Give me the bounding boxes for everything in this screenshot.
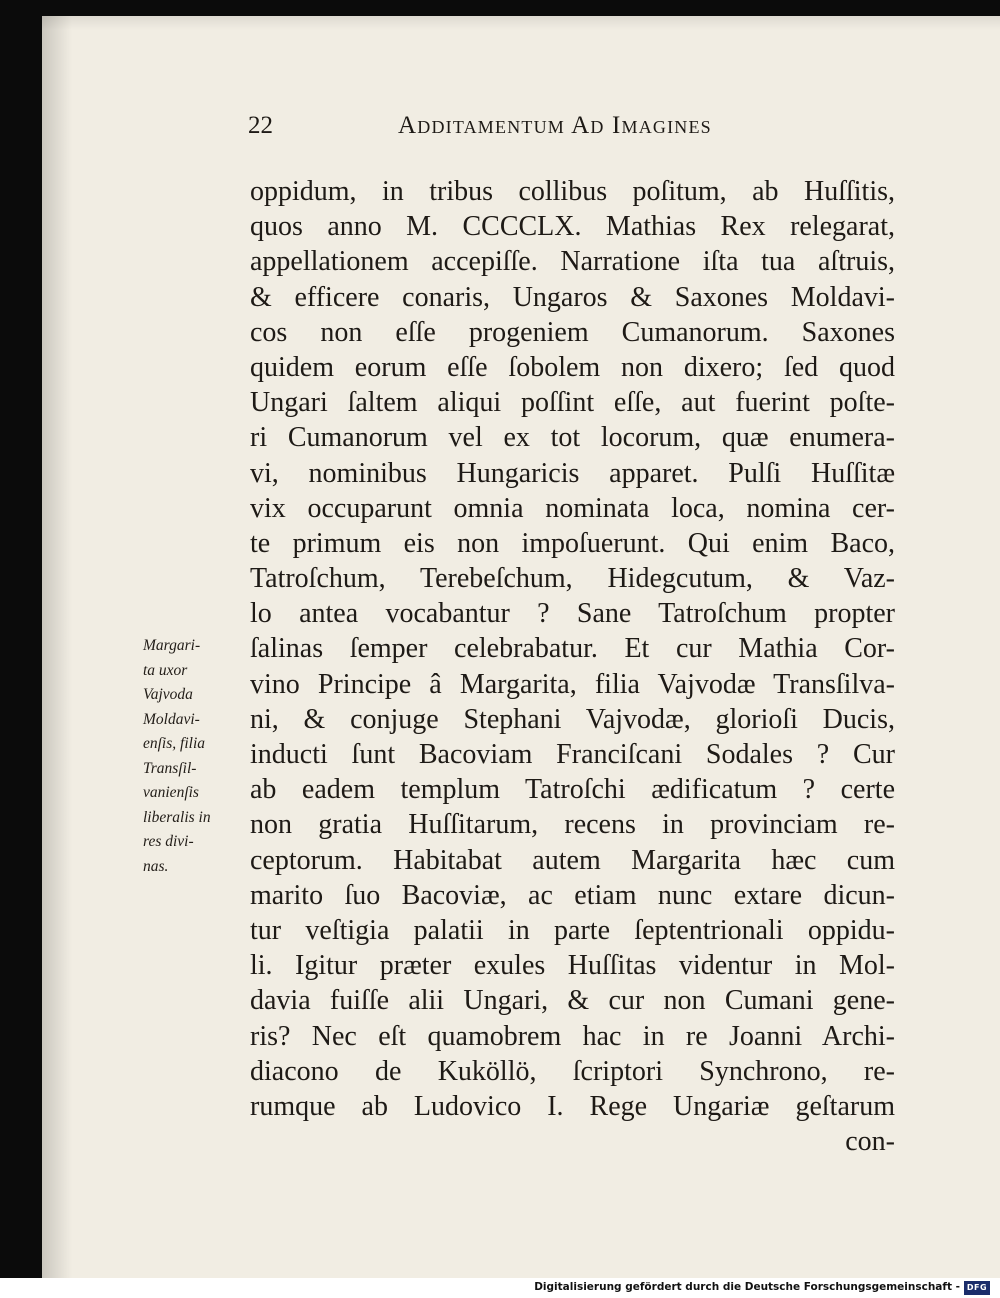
catchword: con- bbox=[845, 1126, 895, 1158]
text-line: Ungari ſaltem aliqui poſſint eſſe, aut fuerint poſte- bbox=[250, 387, 895, 419]
marginal-note-line: res divi- bbox=[143, 833, 194, 850]
text-line: marito ſuo Bacoviæ, ac etiam nunc extare dicun- bbox=[250, 879, 895, 911]
text-line: vi, nominibus Hungaricis apparet. Pulſi Huſſitæ bbox=[250, 457, 895, 489]
page-header bbox=[42, 112, 1000, 146]
text-line: ri Cumanorum vel ex tot locorum, quæ enumera- bbox=[250, 422, 895, 454]
digitization-footer bbox=[0, 1278, 1000, 1298]
page-top-shadow bbox=[42, 16, 1000, 30]
marginal-note-line: nas. bbox=[143, 857, 169, 875]
text-line: ceptorum. Habitabat autem Margarita hæc cum bbox=[250, 844, 895, 876]
text-line: tur veſtigia palatii in parte ſeptentrionali oppidu- bbox=[250, 914, 895, 946]
marginal-note-line: Vajvoda bbox=[143, 686, 193, 703]
text-line: Tatroſchum, Terebeſchum, Hidegcutum, & Vaz- bbox=[250, 563, 895, 595]
page-gutter-shadow bbox=[42, 16, 72, 1278]
text-line: ab eadem templum Tatroſchi ædificatum ? certe bbox=[250, 774, 895, 806]
text-line: quos anno M. CCCCLX. Mathias Rex relegarat, bbox=[250, 211, 895, 243]
marginal-note bbox=[143, 634, 249, 879]
text-line: rumque ab Ludovico I. Rege Ungariæ geſtarum bbox=[250, 1090, 895, 1122]
body-text bbox=[250, 174, 895, 1159]
marginal-note-line: liberalis in bbox=[143, 808, 211, 826]
marginal-note-line: Moldavi- bbox=[143, 710, 200, 728]
text-line: vix occuparunt omnia nominata loca, nomina cer- bbox=[250, 492, 895, 524]
text-line: te primum eis non impoſuerunt. Qui enim Baco, bbox=[250, 527, 895, 559]
text-line: vino Principe â Margarita, filia Vajvodæ Transſilva- bbox=[250, 668, 895, 700]
text-line: quidem eorum eſſe ſobolem non dixero; ſed quod bbox=[250, 351, 895, 383]
running-title: Additamentum Ad Imagines bbox=[398, 112, 712, 139]
text-line: ſalinas ſemper celebrabatur. Et cur Mathia Cor- bbox=[250, 633, 895, 665]
text-line: oppidum, in tribus collibus poſitum, ab Huſſitis, bbox=[250, 176, 895, 207]
dfg-logo-icon: DFG bbox=[964, 1281, 990, 1295]
text-line: ni, & conjuge Stephani Vajvodæ, glorioſi Ducis, bbox=[250, 703, 895, 735]
marginal-note-line: ta uxor bbox=[143, 661, 188, 679]
text-line: li. Igitur præter exules Huſſitas videntur in Mol- bbox=[250, 950, 895, 982]
text-line: davia fuiſſe alii Ungari, & cur non Cumani gene- bbox=[250, 985, 895, 1017]
text-line: non gratia Huſſitarum, recens in provinciam re- bbox=[250, 809, 895, 841]
marginal-note-line: Transſil- bbox=[143, 759, 197, 777]
marginal-note-line: Margari- bbox=[143, 637, 201, 654]
marginal-note-line: enſis, filia bbox=[143, 735, 205, 752]
funding-credit: Digitalisierung gefördert durch die Deutsche Forschungsgemeinschaft - bbox=[534, 1281, 960, 1293]
text-line: diacono de Kuköllö, ſcriptori Synchrono, re- bbox=[250, 1055, 895, 1087]
page-number: 22 bbox=[248, 112, 273, 139]
text-line: & efficere conaris, Ungaros & Saxones Moldavi- bbox=[250, 281, 895, 313]
text-line: lo antea vocabantur ? Sane Tatroſchum propter bbox=[250, 598, 895, 630]
marginal-note-line: vanienſis bbox=[143, 784, 199, 801]
text-line: inducti ſunt Bacoviam Franciſcani Sodales ? Cur bbox=[250, 739, 895, 770]
text-line: ris? Nec eſt quamobrem hac in re Joanni Archi- bbox=[250, 1020, 895, 1052]
book-page bbox=[42, 16, 1000, 1278]
text-line: cos non eſſe progeniem Cumanorum. Saxones bbox=[250, 316, 895, 348]
text-line: appellationem accepiſſe. Narratione iſta tua aſtruis, bbox=[250, 246, 895, 278]
